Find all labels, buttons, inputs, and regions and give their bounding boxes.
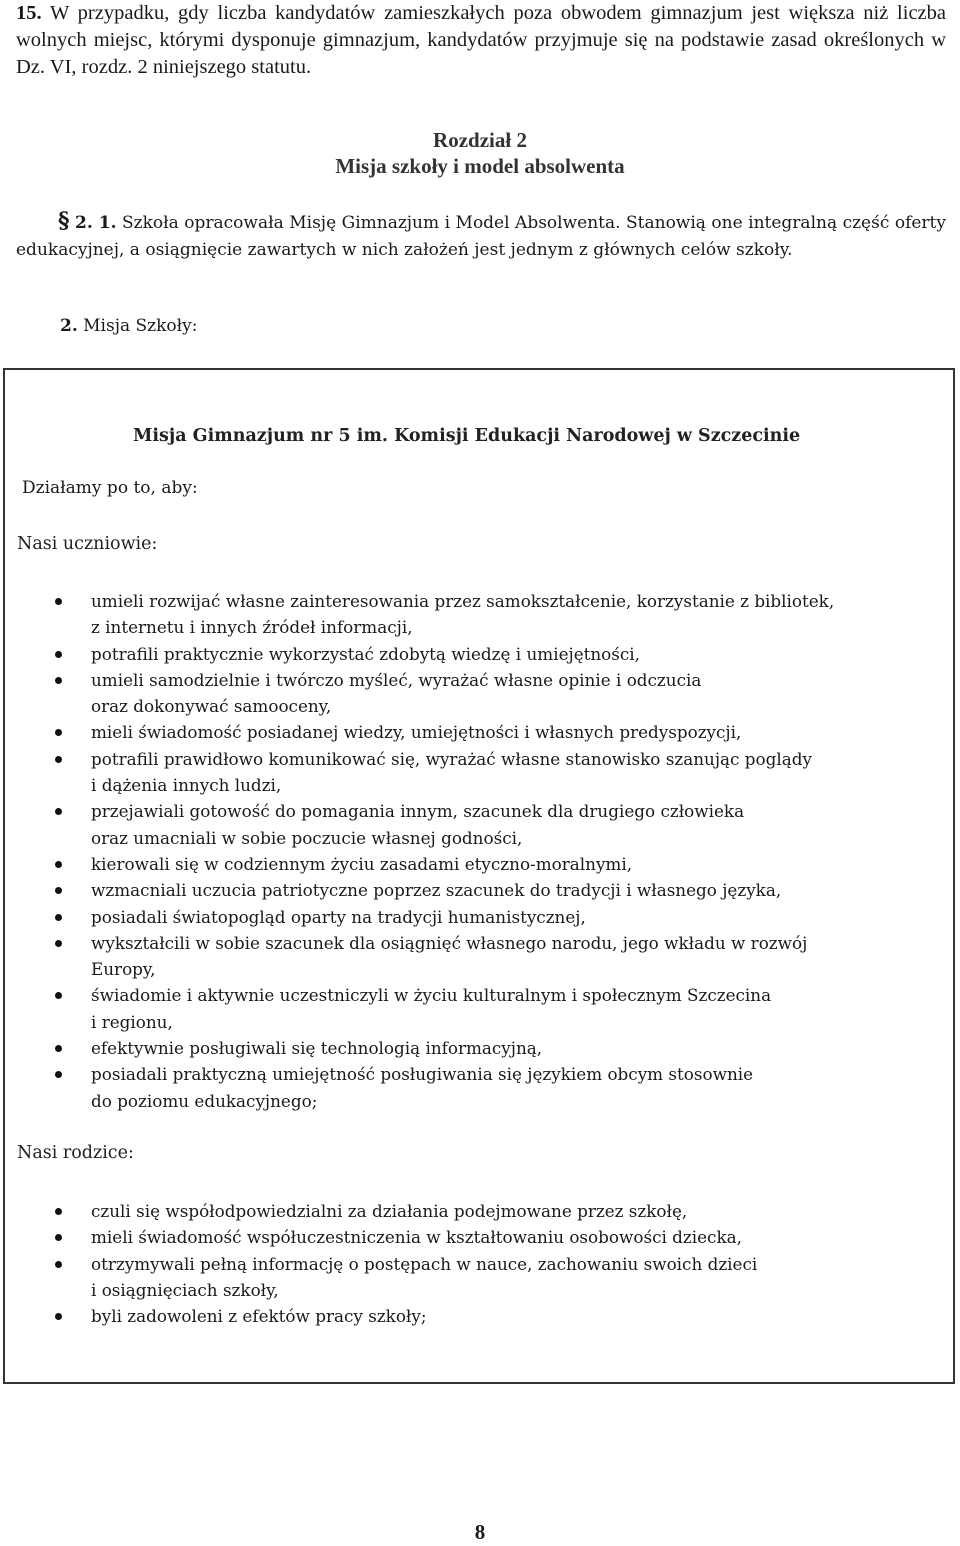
student-item-line: umieli rozwijać własne zainteresowania przez samokształcenie, korzystanie z bibliotek,	[91, 591, 835, 611]
section-symbol: §	[58, 208, 70, 234]
student-item	[45, 719, 945, 745]
student-item	[45, 904, 945, 930]
chapter-number: Rozdział 2	[433, 128, 527, 152]
bullet-icon	[55, 914, 62, 921]
bullet-icon	[55, 1234, 62, 1241]
student-item-line: wzmacniali uczucia patriotyczne poprzez szacunek do tradycji i własnego języka,	[91, 880, 782, 901]
student-item	[45, 746, 945, 799]
student-item-line: oraz dokonywać samooceny,	[91, 696, 332, 717]
bullet-icon	[55, 887, 62, 894]
student-item-line: z internetu i innych źródeł informacji,	[91, 617, 413, 638]
student-item	[45, 1035, 945, 1061]
student-item	[45, 641, 945, 667]
bullet-icon	[55, 598, 62, 605]
bullet-icon	[55, 940, 62, 947]
student-item	[45, 798, 945, 851]
student-item-line: oraz umacniali w sobie poczucie własnej godności,	[91, 827, 523, 848]
student-item-line: potrafili praktycznie wykorzystać zdobytą wiedzę i umiejętności,	[91, 643, 640, 664]
mission-heading	[60, 316, 198, 336]
section-2-1	[16, 208, 946, 264]
parent-item	[45, 1251, 945, 1304]
parent-item-line: mieli świadomość współuczestniczenia w kształtowaniu osobowości dziecka,	[91, 1227, 742, 1248]
student-item-line: wykształcili w sobie szacunek dla osiągnięć własnego narodu, jego wkładu w rozwój	[91, 932, 808, 953]
chapter-title: Misja szkoły i model absolwenta	[335, 154, 625, 178]
student-item	[45, 930, 945, 983]
student-item	[45, 877, 945, 903]
parent-item	[45, 1303, 945, 1329]
student-item-line: potrafili prawidłowo komunikować się, wyrażać własne stanowisko szanując poglądy	[91, 748, 812, 769]
student-item-line: posiadali światopogląd oparty na tradycji humanistycznej,	[91, 906, 586, 927]
mission-heading-number: 2.	[60, 316, 78, 336]
parent-item-line: otrzymywali pełną informację o postępach w nauce, zachowaniu swoich dzieci	[91, 1253, 758, 1274]
parents-label: Nasi rodzice:	[17, 1143, 134, 1163]
students-label: Nasi uczniowie:	[17, 534, 158, 554]
paragraph-number: 15.	[16, 2, 42, 24]
student-item-line: umieli samodzielnie i twórczo myśleć, wyrażać własne opinie i odczucia	[91, 669, 702, 690]
paragraph-15	[16, 0, 946, 81]
paragraph-text: W przypadku, gdy liczba kandydatów zamieszkałych poza obwodem gimnazjum jest większa niż liczba wolnych miejsc, którymi dysponuje gimnazjum, kandydatów przyjmuje się na podstawie zasad określonych w Dz. VI, rozdz. 2 niniejszego statutu.	[16, 2, 946, 78]
section-number: 2. 1.	[75, 213, 117, 233]
student-item	[45, 1061, 945, 1114]
bullet-icon	[55, 861, 62, 868]
student-item-line: Europy,	[91, 959, 156, 980]
bullet-icon	[55, 1045, 62, 1052]
mission-intro: Działamy po to, aby:	[22, 478, 198, 498]
parents-list	[45, 1198, 945, 1329]
mission-title: Misja Gimnazjum nr 5 im. Komisji Edukacji Narodowej w Szczecinie	[133, 426, 801, 446]
student-item-line: efektywnie posługiwali się technologią informacyjną,	[91, 1038, 543, 1059]
student-item	[45, 982, 945, 1035]
bullet-icon	[55, 1261, 62, 1268]
parent-item-line: byli zadowoleni z efektów pracy szkoły;	[91, 1306, 427, 1327]
parent-item	[45, 1224, 945, 1250]
student-item-line: i dążenia innych ludzi,	[91, 775, 282, 796]
student-item-line: świadomie i aktywnie uczestniczyli w życiu kulturalnym i społecznym Szczecina	[91, 985, 772, 1006]
mission-heading-text: Misja Szkoły:	[77, 316, 198, 336]
student-item-line: przejawiali gotowość do pomagania innym, szacunek dla drugiego człowieka	[91, 801, 745, 822]
parent-item-line: i osiągnięciach szkoły,	[91, 1279, 279, 1300]
student-item-line: kierowali się w codziennym życiu zasadami etyczno-moralnymi,	[91, 853, 633, 874]
student-item-line: posiadali praktyczną umiejętność posługiwania się językiem obcym stosownie	[91, 1064, 754, 1085]
student-item	[45, 667, 945, 720]
parent-item-line: czuli się współodpowiedzialni za działania podejmowane przez szkołę,	[91, 1201, 688, 1221]
student-item-line: mieli świadomość posiadanej wiedzy, umiejętności i własnych predyspozycji,	[91, 722, 742, 743]
bullet-icon	[55, 651, 62, 658]
bullet-icon	[55, 808, 62, 815]
section-text: Szkoła opracowała Misję Gimnazjum i Model Absolwenta. Stanowią one integralną część oferty edukacyjnej, a osiągnięcie zawartych w nich założeń jest jednym z głównych celów szkoły.	[16, 213, 946, 260]
student-item-line: i regionu,	[91, 1011, 173, 1032]
bullet-icon	[55, 677, 62, 684]
student-item	[45, 588, 945, 641]
student-item	[45, 851, 945, 877]
mission-box	[3, 368, 955, 1384]
bullet-icon	[55, 1313, 62, 1320]
page-number: 8	[474, 1520, 486, 1544]
bullet-icon	[55, 756, 62, 763]
bullet-icon	[55, 729, 62, 736]
students-list	[45, 588, 945, 1114]
bullet-icon	[55, 1208, 62, 1215]
parent-item	[45, 1198, 945, 1224]
bullet-icon	[55, 992, 62, 999]
student-item-line: do poziomu edukacyjnego;	[91, 1090, 318, 1111]
bullet-icon	[55, 1071, 62, 1078]
